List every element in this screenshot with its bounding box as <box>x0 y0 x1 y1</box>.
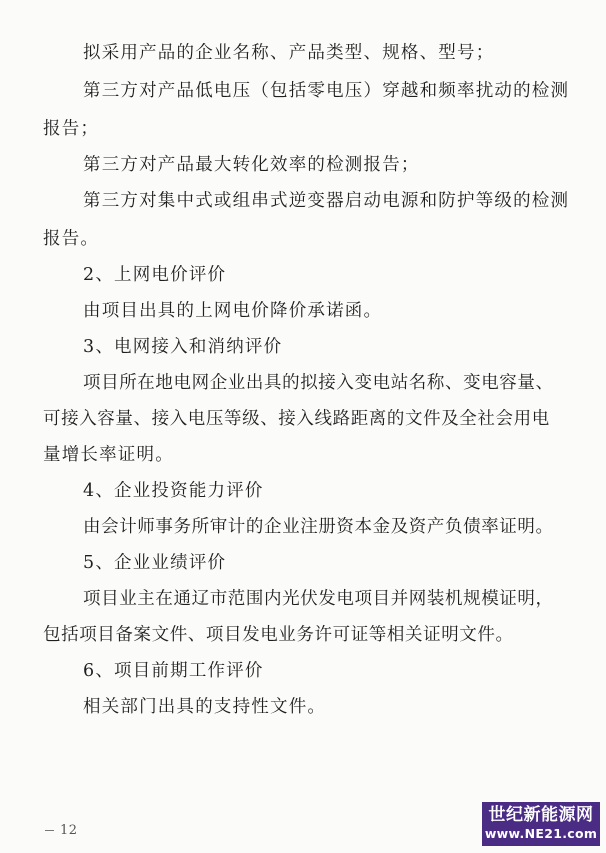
text-line: 拟采用产品的企业名称、产品类型、规格、型号； <box>83 43 495 63</box>
section-heading: 5、企业业绩评价 <box>83 553 227 573</box>
watermark-logo <box>482 802 600 846</box>
text-line: 项目业主在通辽市范围内光伏发电项目并网装机规模证明， <box>83 589 554 609</box>
section-heading: 4、企业投资能力评价 <box>83 481 264 501</box>
text-line: 第三方对产品低电压（包括零电压）穿越和频率扰动的检测 <box>83 81 570 101</box>
text-line: 由会计师事务所审计的企业注册资本金及资产负债率证明。 <box>83 517 554 537</box>
watermark-title: 世纪新能源网 <box>488 805 594 825</box>
text-line: 第三方对产品最大转化效率的检测报告； <box>83 155 420 175</box>
page-number-text: 12 <box>60 823 78 838</box>
section-heading: 3、电网接入和消纳评价 <box>83 337 283 357</box>
text-line: 项目所在地电网企业出具的拟接入变电站名称、变电容量、 <box>83 373 554 393</box>
text-line: 报告； <box>43 119 100 139</box>
section-heading: 6、项目前期工作评价 <box>83 661 264 681</box>
section-heading: 2、上网电价评价 <box>83 265 227 285</box>
watermark-url: www.NE21.com <box>484 826 598 841</box>
text-line: 包括项目备案文件、项目发电业务许可证等相关证明文件。 <box>43 625 514 645</box>
text-line: 由项目出具的上网电价降价承诺函。 <box>83 301 383 321</box>
page-number <box>45 824 78 838</box>
page-number-dash <box>45 830 54 831</box>
text-line: 可接入容量、接入电压等级、接入线路距离的文件及全社会用电 <box>43 409 550 429</box>
text-line: 第三方对集中式或组串式逆变器启动电源和防护等级的检测 <box>83 191 570 211</box>
text-line: 量增长率证明。 <box>43 445 174 465</box>
text-line: 相关部门出具的支持性文件。 <box>83 697 327 717</box>
text-line: 报告。 <box>43 229 100 249</box>
